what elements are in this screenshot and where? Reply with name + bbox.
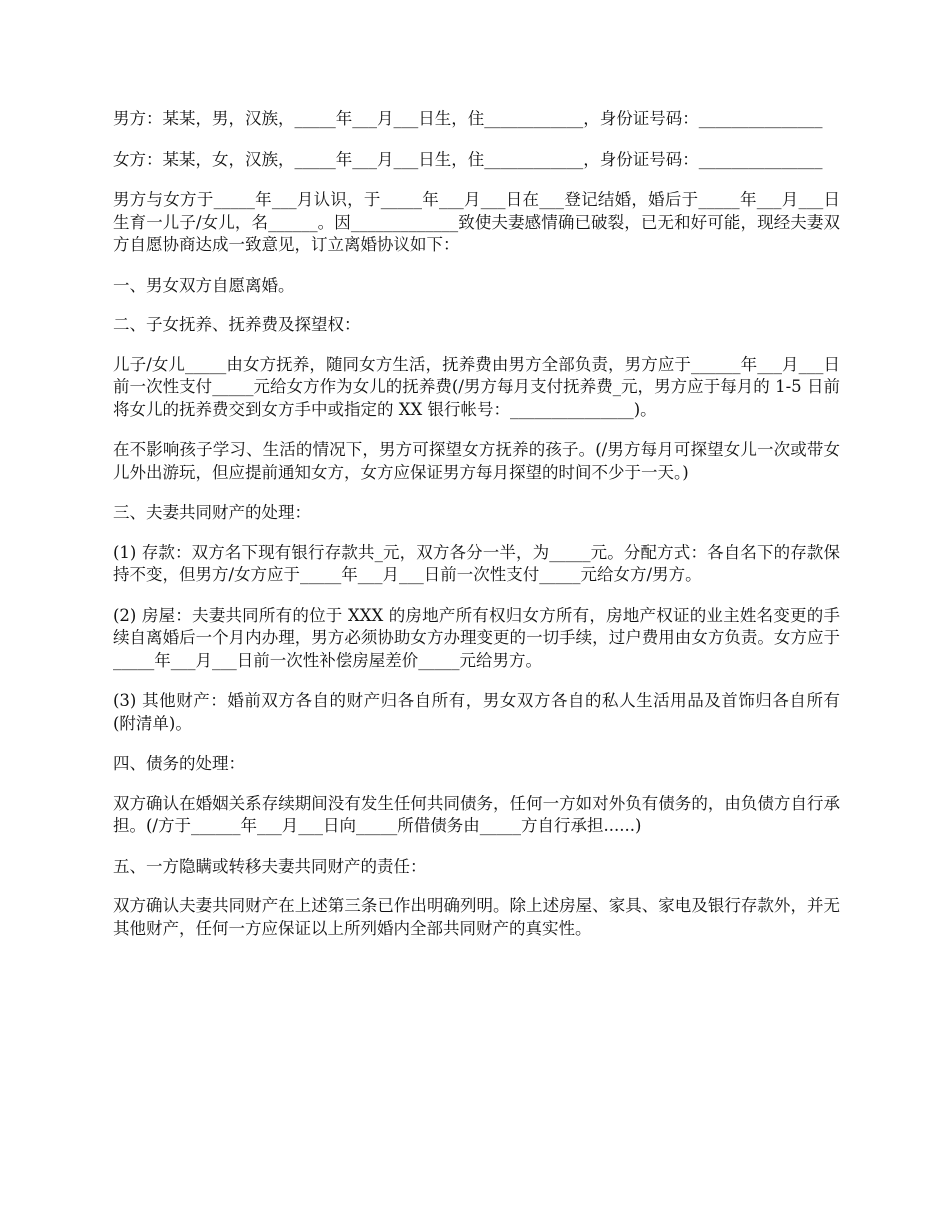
clause-2-heading: 二、子女抚养、抚养费及探望权： bbox=[113, 315, 361, 334]
savings-paragraph: (1) 存款：双方名下现有银行存款共_元，双方各分一半，为_____元。分配方式：各自名下的存款保持不变，但男方/女方应于_____年___月___日前一次性支付_____元给女方/男方。 bbox=[113, 542, 840, 584]
housing-paragraph: (2) 房屋：夫妻共同所有的位于 XXX 的房地产所有权归女方所有，房地产权证的业主姓名变更的手续自离婚后一个月内办理，男方必须协助女方办理变更的一切手续，过户费用由女方负责。女方应于_____年___月___日前一次性补偿房屋差价_____元给男方。 bbox=[113, 605, 840, 670]
party-male-info: 男方：某某，男，汉族，_____年___月___日生，住____________，身份证号码：_______________ bbox=[113, 109, 823, 128]
clause-4-heading: 四、债务的处理： bbox=[113, 754, 245, 773]
document-page bbox=[113, 108, 840, 958]
other-property-paragraph: (3) 其他财产：婚前双方各自的财产归各自所有，男女双方各自的私人生活用品及首饰归各自所有(附清单)。 bbox=[113, 691, 840, 733]
visitation-paragraph: 在不影响孩子学习、生活的情况下，男方可探望女方抚养的孩子。(/男方每月可探望女儿一次或带女儿外出游玩，但应提前通知女方，女方应保证男方每月探望的时间不少于一天。) bbox=[113, 440, 840, 482]
concealment-paragraph: 双方确认夫妻共同财产在上述第三条已作出明确列明。除上述房屋、家具、家电及银行存款外，并无其他财产，任何一方应保证以上所列婚内全部共同财产的真实性。 bbox=[113, 896, 840, 938]
marriage-background: 男方与女方于_____年___月认识，于_____年___月___日在___登记结婚，婚后于_____年___月___日生育一儿子/女儿，名______。因_____________致使夫妻感情确已破裂，已无和好可能，现经夫妻双方自愿协商达成一致意见，订立离婚协议如下： bbox=[113, 190, 840, 254]
clause-3-heading: 三、夫妻共同财产的处理： bbox=[113, 503, 311, 522]
party-female-info: 女方：某某，女，汉族，_____年___月___日生，住____________，身份证号码：_______________ bbox=[113, 149, 823, 169]
clause-1-heading: 一、男女双方自愿离婚。 bbox=[113, 275, 295, 295]
clause-5-heading: 五、一方隐瞒或转移夫妻共同财产的责任： bbox=[113, 856, 427, 876]
child-custody-paragraph: 儿子/女儿_____由女方抚养，随同女方生活，抚养费由男方全部负责，男方应于______年___月___日前一次性支付_____元给女方作为女儿的抚养费(/男方每月支付抚养费_元，男方应于每月的 1-5 日前将女儿的抚养费交到女方手中或指定的 XX 银行帐号：_______________)。 bbox=[113, 354, 840, 419]
debt-paragraph: 双方确认在婚姻关系存续期间没有发生任何共同债务，任何一方如对外负有债务的，由负债方自行承担。(/方于______年___月___日向_____所借债务由_____方自行承担......) bbox=[113, 793, 840, 835]
